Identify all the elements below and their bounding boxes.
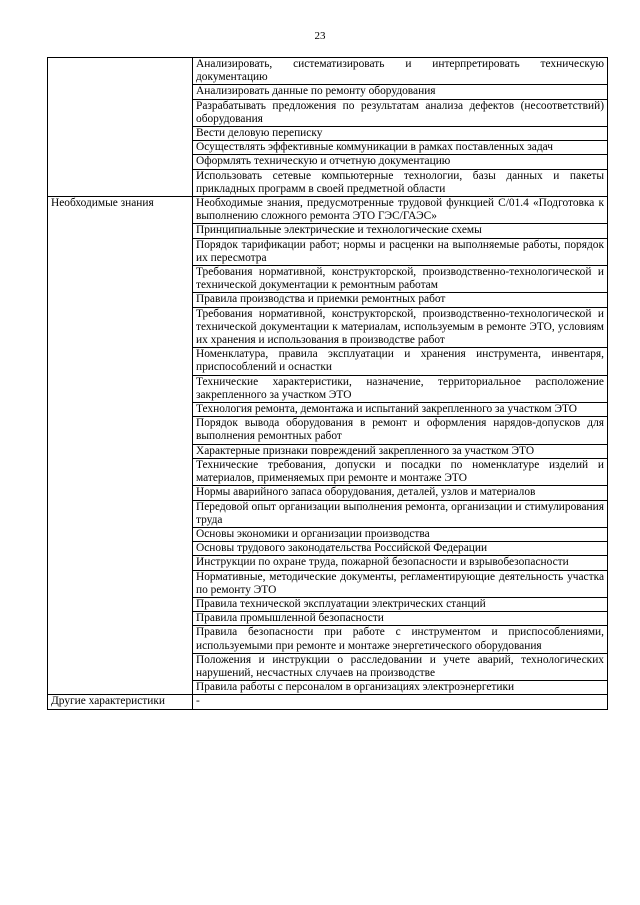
requirement-cell: Правила технической эксплуатации электрических станций xyxy=(193,597,608,611)
requirement-cell: Требования нормативной, конструкторской, производственно-технологической и технической документации к материалам, используемым в ремонте ЭТО, условиям их хранения и использования в производстве работ xyxy=(193,307,608,348)
requirement-cell: Вести деловую переписку xyxy=(193,127,608,141)
requirement-cell: Использовать сетевые компьютерные технологии, базы данных и пакеты прикладных программ в своей предметной области xyxy=(193,169,608,196)
section-label: Другие характеристики xyxy=(48,695,193,709)
requirement-cell: Правила работы с персоналом в организациях электроэнергетики xyxy=(193,681,608,695)
requirement-cell: Принципиальные электрические и технологические схемы xyxy=(193,224,608,238)
table-row xyxy=(48,695,608,709)
requirement-cell: Инструкции по охране труда, пожарной безопасности и взрывобезопасности xyxy=(193,556,608,570)
requirement-cell: Оформлять техническую и отчетную документацию xyxy=(193,155,608,169)
requirement-cell: Порядок вывода оборудования в ремонт и оформления нарядов-допусков для выполнения ремонтных работ xyxy=(193,417,608,444)
requirement-cell: Технические требования, допуски и посадки по номенклатуре изделий и материалов, применяемых при ремонте и монтаже ЭТО xyxy=(193,458,608,485)
section-label xyxy=(48,58,193,197)
requirement-cell: Необходимые знания, предусмотренные трудовой функцией С/01.4 «Подготовка к выполнению сложного ремонта ЭТО ГЭС/ГАЭС» xyxy=(193,197,608,224)
page-number: 23 xyxy=(314,30,326,42)
competency-table xyxy=(47,57,608,710)
requirement-cell: Основы трудового законодательства Российской Федерации xyxy=(193,542,608,556)
requirement-cell: - xyxy=(193,695,608,709)
requirement-cell: Порядок тарификации работ; нормы и расценки на выполняемые работы, порядок их пересмотра xyxy=(193,238,608,265)
requirement-cell: Анализировать, систематизировать и интерпретировать техническую документацию xyxy=(193,58,608,85)
requirement-cell: Передовой опыт организации выполнения ремонта, организации и стимулирования труда xyxy=(193,500,608,527)
requirement-cell: Основы экономики и организации производства xyxy=(193,527,608,541)
table-row xyxy=(48,197,608,224)
requirement-cell: Технические характеристики, назначение, территориальное расположение закрепленного за участком ЭТО xyxy=(193,375,608,402)
requirement-cell: Характерные признаки повреждений закрепленного за участком ЭТО xyxy=(193,444,608,458)
requirement-cell: Правила промышленной безопасности xyxy=(193,612,608,626)
requirement-cell: Разрабатывать предложения по результатам анализа дефектов (несоответствий) оборудования xyxy=(193,99,608,126)
requirement-cell: Нормы аварийного запаса оборудования, деталей, узлов и материалов xyxy=(193,486,608,500)
requirement-cell: Правила производства и приемки ремонтных работ xyxy=(193,293,608,307)
requirement-cell: Осуществлять эффективные коммуникации в рамках поставленных задач xyxy=(193,141,608,155)
section-label: Необходимые знания xyxy=(48,197,193,695)
requirement-cell: Положения и инструкции о расследовании и учете аварий, технологических нарушений, несчастных случаев на производстве xyxy=(193,653,608,680)
requirement-cell: Технология ремонта, демонтажа и испытаний закрепленного за участком ЭТО xyxy=(193,403,608,417)
requirement-cell: Нормативные, методические документы, регламентирующие деятельность участка по ремонту ЭТО xyxy=(193,570,608,597)
requirement-cell: Правила безопасности при работе с инструментом и приспособлениями, используемыми при ремонте и монтаже энергетического оборудования xyxy=(193,626,608,653)
table-row xyxy=(48,58,608,85)
requirement-cell: Анализировать данные по ремонту оборудования xyxy=(193,85,608,99)
requirement-cell: Требования нормативной, конструкторской, производственно-технологической и технической документации к ремонтным работам xyxy=(193,266,608,293)
requirement-cell: Номенклатура, правила эксплуатации и хранения инструмента, инвентаря, приспособлений и оснастки xyxy=(193,348,608,375)
